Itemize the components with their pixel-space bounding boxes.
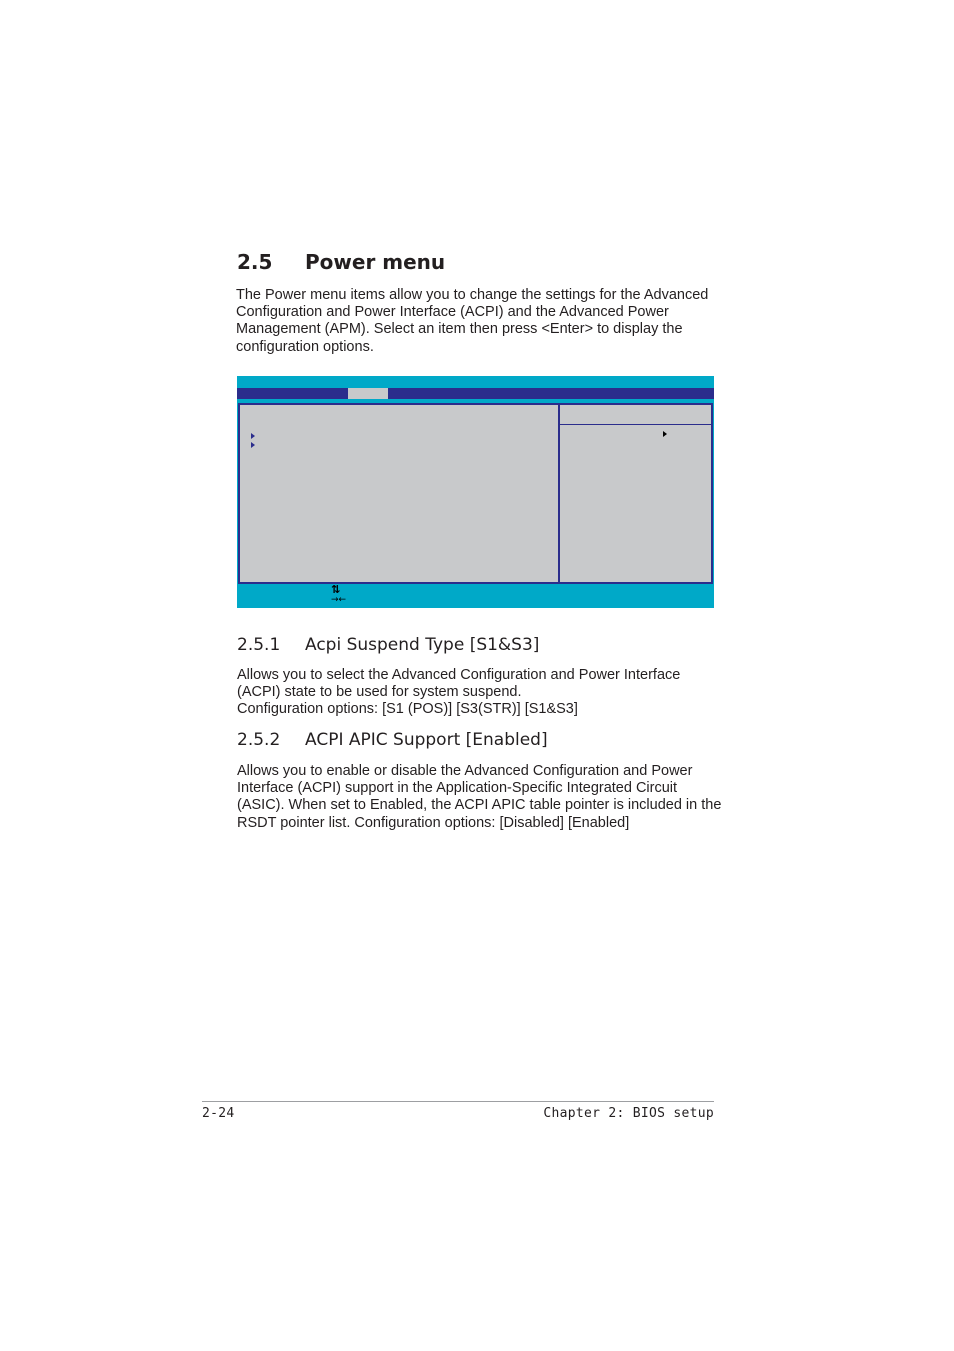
- submenu-arrow-icon: [251, 433, 255, 439]
- paragraph-line: (ACPI) state to be used for system suspend.: [237, 684, 522, 701]
- page-number: 2-24: [202, 1106, 235, 1121]
- intro-line: configuration options.: [236, 338, 374, 355]
- intro-paragraph: [236, 287, 716, 356]
- subsection-title: ACPI APIC Support [Enabled]: [305, 730, 548, 750]
- section-title-text: Power menu: [305, 250, 446, 274]
- intro-line: The Power menu items allow you to change the settings for the Advanced: [236, 287, 709, 303]
- paragraph-line: RSDT pointer list. Configuration options: [Disabled] [Enabled]: [237, 814, 630, 831]
- paragraph-line: Interface (ACPI) support in the Application-Specific Integrated Circuit: [237, 780, 678, 797]
- submenu-arrow-icon: [251, 442, 255, 448]
- paragraph-line: (ASIC). When set to Enabled, the ACPI APIC table pointer is included in the: [237, 797, 722, 814]
- subsection-title: Acpi Suspend Type [S1&S3]: [305, 635, 540, 655]
- bios-help-panel: [560, 405, 711, 582]
- intro-line: Configuration and Power Interface (ACPI) and the Advanced Power: [236, 304, 669, 321]
- leftright-arrows-icon: →←: [331, 595, 347, 605]
- paragraph-line: Configuration options: [S1 (POS)] [S3(STR)] [S1&S3]: [237, 701, 578, 718]
- paragraph-line: Allows you to enable or disable the Advanced Configuration and Power: [237, 763, 693, 779]
- subsection-number: 2.5.2: [237, 730, 281, 750]
- paragraph-line: Allows you to select the Advanced Configuration and Power Interface: [237, 667, 681, 683]
- section-title: [237, 250, 717, 280]
- bios-main-panel: [240, 405, 558, 582]
- bios-menu-bar: [237, 388, 714, 399]
- subsection-paragraph: [237, 667, 717, 719]
- bios-tab-power: [348, 388, 388, 399]
- subsection-number: 2.5.1: [237, 635, 281, 655]
- subsection-heading: [237, 730, 548, 754]
- footer-divider: [202, 1101, 714, 1102]
- subsection-paragraph: [237, 763, 722, 832]
- intro-line: Management (APM). Select an item then press <Enter> to display the: [236, 321, 683, 338]
- bios-help-divider: [560, 424, 711, 425]
- help-arrow-icon: [663, 431, 667, 437]
- bios-screenshot: [237, 376, 714, 608]
- chapter-label: Chapter 2: BIOS setup: [543, 1106, 714, 1121]
- subsection-heading: [237, 635, 539, 659]
- section-number: 2.5: [237, 250, 273, 274]
- updown-arrows-icon: ⇅: [331, 583, 341, 596]
